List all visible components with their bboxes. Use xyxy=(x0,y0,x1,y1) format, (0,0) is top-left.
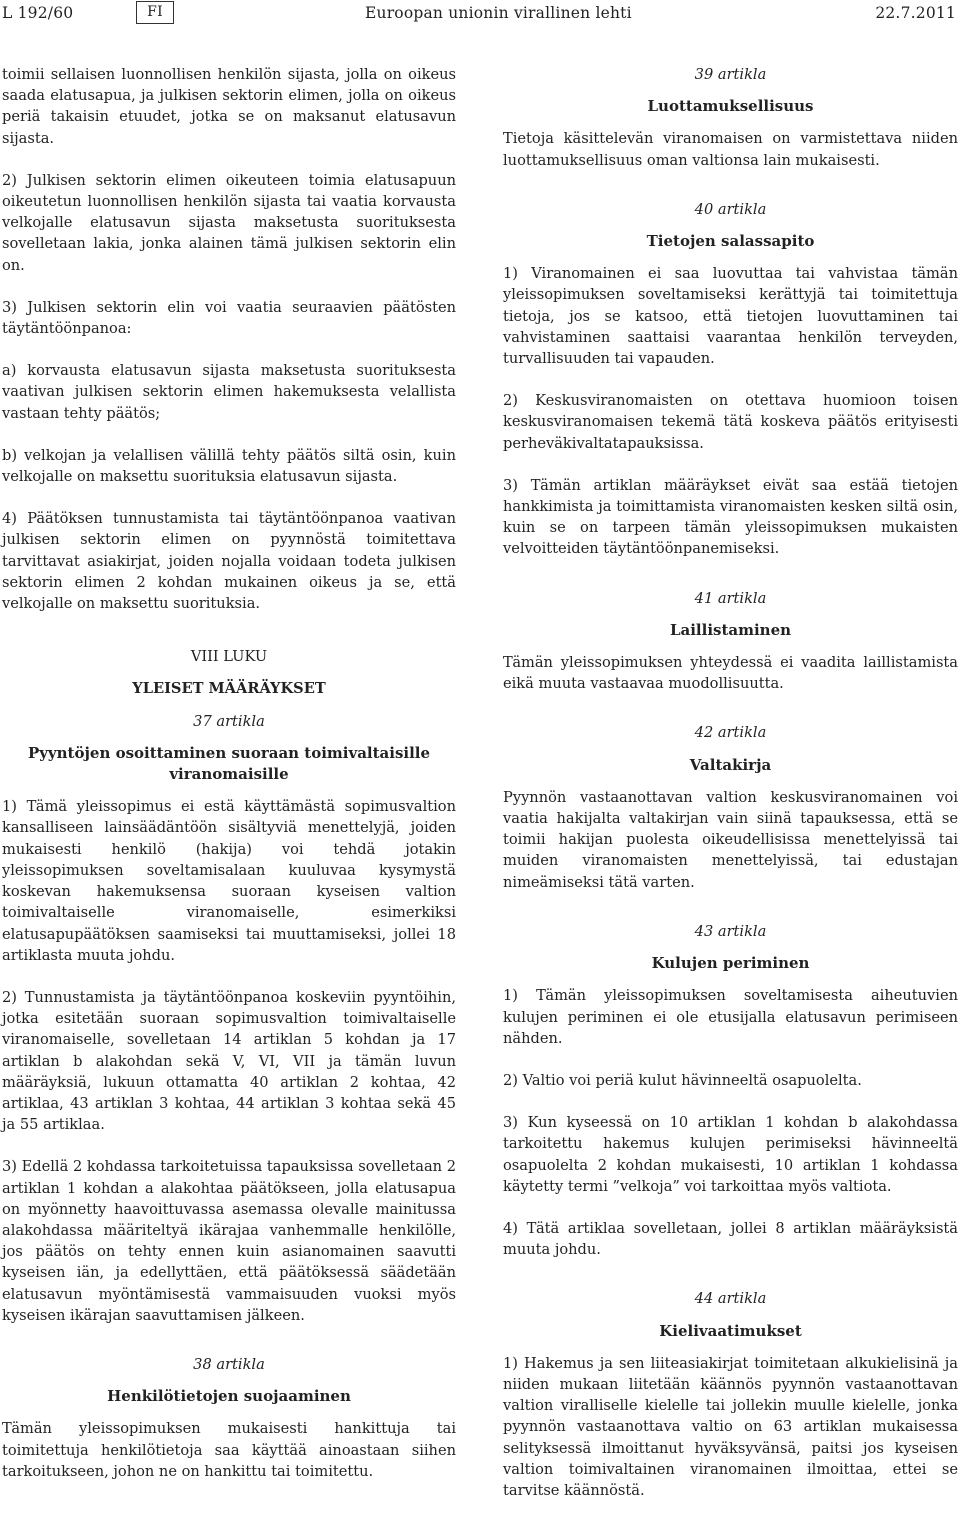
paragraph: 1) Viranomainen ei saa luovuttaa tai vahvistaa tämän yleissopimuksen soveltamiseksi kerättyjä tai toimitettuja tietoja, jos se katsoo, että tietojen luovuttaminen tai vahvistaminen saattaisi vaarantaa henkilön terveyden, turvallisuuden tai vapauden. xyxy=(503,265,958,368)
article-title: Kulujen periminen xyxy=(651,954,810,973)
paragraph: 3) Kun kyseessä on 10 artiklan 1 kohdan b alakohdassa tarkoitettu hakemus kulujen perimiseksi hävinneeltä osapuolelta 2 kohdan mukaisesti, 10 artiklan 1 kohdassa käytetty termi ”velkoja” voi tarkoittaa myös valtiota. xyxy=(503,1114,958,1195)
publication-date: 22.7.2011 xyxy=(875,4,956,22)
chapter-number: VIII LUKU xyxy=(190,648,268,666)
paragraph: 1) Tämä yleissopimus ei estä käyttämästä sopimusvaltion kansalliseen lainsäädäntöön sisältyviä menettelyjä, joiden mukaisesti henkilö (hakija) voi tehdä jotakin yleissopimuksen soveltamisalaan kuuluvaa kysymystä koskevan hakemuksensa suoraan kyseisen valtion toimivaltaiselle viranomaiselle, esimerkiksi elatusapupäätöksen saamiseksi tai muuttamiseksi, jollei 18 artiklasta muuta johdu. xyxy=(2,798,456,964)
paragraph: 2) Tunnustamista ja täytäntöönpanoa koskeviin pyyntöihin, jotka esitetään suoraan sopimusvaltion toimivaltaiselle viranomaiselle, sovelletaan 14 artiklan 5 kohdan ja 17 artiklan b alakohdan sekä V, VI, VII ja tämän luvun määräyksiä, lukuun ottamatta 40 artiklan 2 kohtaa, 42 artiklaa, 43 artiklan 3 kohtaa, 44 artiklan 3 kohtaa sekä 45 ja 55 artiklaa. xyxy=(2,988,456,1134)
left-column xyxy=(2,64,456,1503)
article-title: Henkilötietojen suojaaminen xyxy=(107,1387,351,1406)
article-number: 39 artikla xyxy=(694,66,767,83)
article-title: Luottamuksellisuus xyxy=(647,97,814,116)
paragraph: Pyynnön vastaanottavan valtion keskusviranomainen voi vaatia hakijalta valtakirjan vain siinä tapauksessa, että se toimii hakijan puolesta oikeudellisissa menettelyissä tai muiden viranomaisten menettelyissä, tai edustajan nimeämiseksi tätä varten. xyxy=(503,788,958,891)
article-title: Kielivaatimukset xyxy=(659,1321,802,1340)
chapter-title: YLEISET MÄÄRÄYKSET xyxy=(132,680,326,698)
paragraph: Tämän yleissopimuksen mukaisesti hankittuja tai toimitettuja henkilötietoja saa käyttää ainoastaan siihen tarkoitukseen, johon ne on hankittu tai toimitettu. xyxy=(2,1420,456,1480)
article-number: 38 artikla xyxy=(193,1355,265,1373)
article-title: Valtakirja xyxy=(689,755,772,774)
paragraph: 2) Julkisen sektorin elimen oikeuteen toimia elatusapuun oikeutetun luonnollisen henkilön sijasta tai vaatia korvausta velkojalle elatusavun sijasta maksetusta suorituksesta sovelletaan lakia, jonka alainen tämä julkisen sektorin elin on. xyxy=(2,171,456,274)
article-number: 41 artikla xyxy=(694,589,767,607)
paragraph: 3) Julkisen sektorin elin voi vaatia seuraavien päätösten täytäntöönpanoa: xyxy=(2,298,456,338)
language-badge: FI xyxy=(136,1,174,24)
article-number: 40 artikla xyxy=(694,200,767,218)
paragraph: b) velkojan ja velallisen välillä tehty päätös siltä osin, kuin velkojalle on maksettu suorituksia elatusavun sijasta. xyxy=(2,446,456,486)
paragraph: 3) Tämän artiklan määräykset eivät saa estää tietojen hankkimista ja toimittamista viranomaisten kesken siltä osin, kuin se on tarpeen tämän yleissopimuksen mukaisten velvoitteiden täytäntöönpanemiseksi. xyxy=(503,476,958,558)
paragraph: 1) Tämän yleissopimuksen soveltamisesta aiheutuvien kulujen periminen ei ole etusijalla elatusavun perimiseen nähden. xyxy=(503,987,958,1047)
paragraph: 2) Valtio voi periä kulut hävinneeltä osapuolelta. xyxy=(503,1071,862,1089)
paragraph: 4) Tätä artiklaa sovelletaan, jollei 8 artiklan määräyksistä muuta johdu. xyxy=(503,1219,958,1259)
paragraph: a) korvausta elatusavun sijasta maksetusta suorituksesta vaativan julkisen sektorin elimen hakemuksesta velallista vastaan tehty päätös; xyxy=(2,362,456,422)
article-number: 43 artikla xyxy=(694,922,767,940)
journal-title: Euroopan unionin virallinen lehti xyxy=(365,4,632,22)
paragraph: Tämän yleissopimuksen yhteydessä ei vaadita laillistamista eikä muuta vastaavaa muodollisuutta. xyxy=(503,654,958,693)
article-title: Laillistaminen xyxy=(669,620,792,639)
paragraph: toimii sellaisen luonnollisen henkilön sijasta, jolla on oikeus saada elatusapua, ja julkisen sektorin elimen, jolla on oikeus periä takaisin etuudet, jotka se on maksanut elatusavun sijasta. xyxy=(2,66,456,147)
article-number: 44 artikla xyxy=(694,1290,767,1308)
paragraph: 2) Keskusviranomaisten on otettava huomioon toisen keskusviranomaisen tekemä tätä koskeva päätös erityisesti perheväkivaltatapauksissa. xyxy=(503,392,958,452)
page-number: L 192/60 xyxy=(2,4,74,22)
paragraph: 4) Päätöksen tunnustamista tai täytäntöönpanoa vaativan julkisen sektorin elimen on pyynnöstä toimitettava tarvittavat asiakirjat, joiden nojalla voidaan todeta julkisen sektorin elimen 2 kohdan mukainen oikeus ja se, että velkojalle on maksettu suorituksia. xyxy=(2,510,456,613)
article-number: 37 artikla xyxy=(193,712,265,730)
paragraph: 1) Hakemus ja sen liiteasiakirjat toimitetaan alkukielisinä ja niiden mukaan liitetään käännös pyynnön vastaanottavan valtion viralliselle kielelle tai jollekin muulle kielelle, jonka pyynnön vastaanottava valtio on 63 artiklan mukaisessa selityksessä ilmoittanut hyväksyvänsä, paitsi jos kyseisen valtion toimivaltainen viranomainen ilmoittaa, ettei se tarvitse käännöstä. xyxy=(503,1354,958,1499)
right-column xyxy=(503,64,958,1522)
article-title: Pyyntöjen osoittaminen suoraan toimivaltaisille viranomaisille xyxy=(27,743,431,784)
article-title: Tietojen salassapito xyxy=(646,232,815,251)
page-header xyxy=(0,0,960,28)
paragraph: 3) Edellä 2 kohdassa tarkoitetuissa tapauksissa sovelletaan 2 artiklan 1 kohdan a alakohtaa päätökseen, jolla elatusapua on myönnetty haavoittuvassa asemassa olevalle mainitussa alakohdassa määriteltyä ikärajaa vanhemmalle henkilölle, jos päätös on tehty ennen kuin asianomainen saavutti kyseisen iän, ja edellyttäen, että päätöksessä säädetään elatusavun myöntämisestä vammaisuuden vuoksi myös kyseisen ikärajan saavuttamisen jälkeen. xyxy=(2,1158,456,1324)
article-number: 42 artikla xyxy=(694,724,767,742)
paragraph: Tietoja käsittelevän viranomaisen on varmistettava niiden luottamuksellisuus oman valtionsa lain mukaisesti. xyxy=(503,130,958,169)
